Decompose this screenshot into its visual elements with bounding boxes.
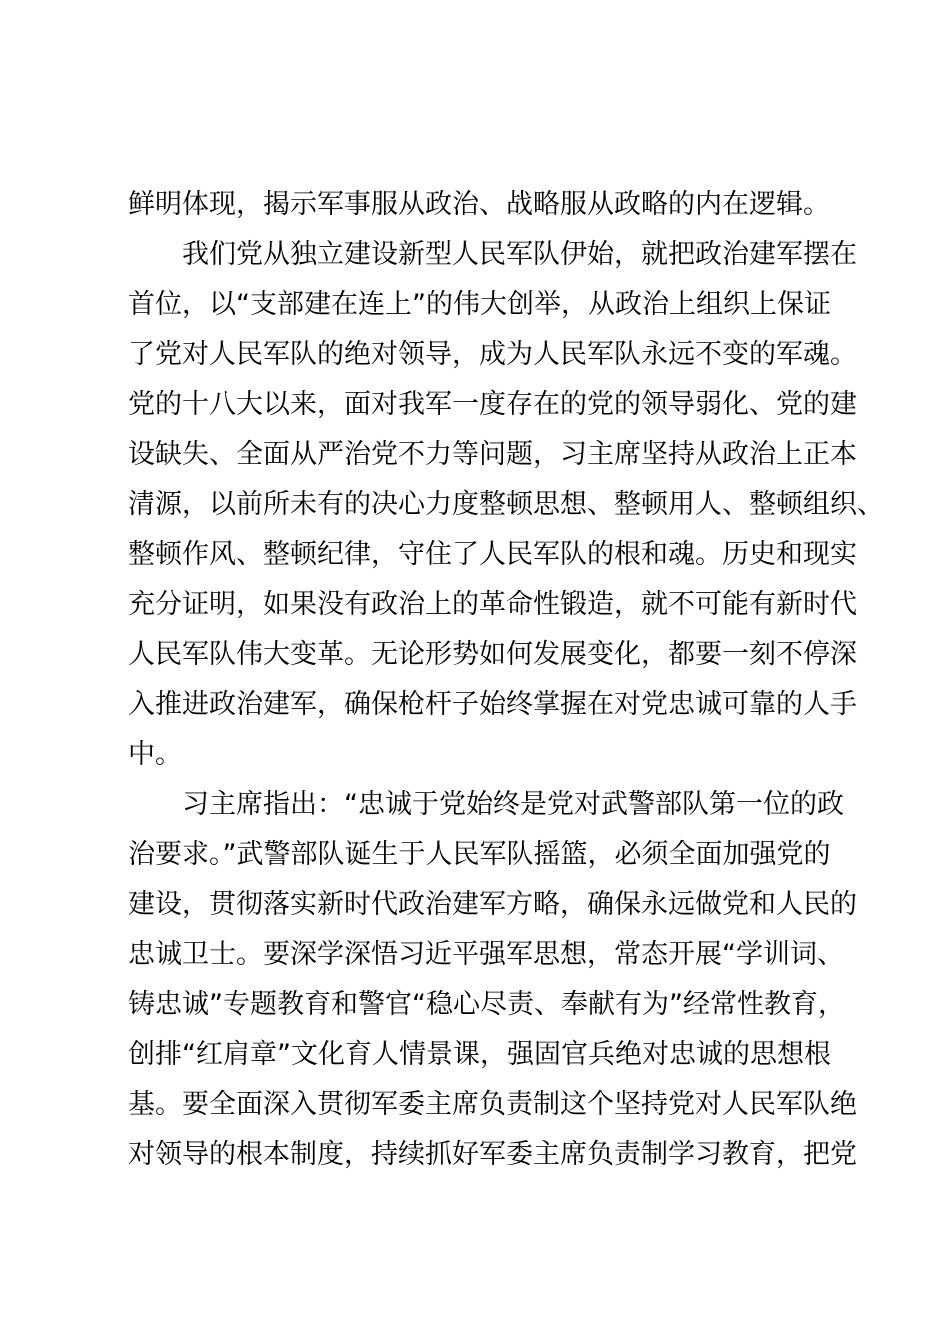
text-line: 建设，贯彻落实新时代政治建军方略，确保永远做党和人民的 bbox=[128, 889, 857, 920]
text-line: 整顿作风、整顿纪律，守住了人民军队的根和魂。历史和现实 bbox=[128, 539, 857, 570]
text-line: 治要求。”武警部队诞生于人民军队摇篮，必须全面加强党的 bbox=[128, 839, 831, 870]
text-line: 对领导的根本制度，持续抓好军委主席负责制学习教育，把党 bbox=[128, 1139, 857, 1170]
text-line: 设缺失、全面从严治党不力等问题，习主席坚持从政治上正本 bbox=[128, 439, 857, 470]
text-line: 入推进政治建军，确保枪杆子始终掌握在对党忠诚可靠的人手 bbox=[128, 689, 857, 720]
text-line: 习主席指出：“忠诚于党始终是党对武警部队第一位的政 bbox=[128, 789, 844, 820]
text-line: 了党对人民军队的绝对领导，成为人民军队永远不变的军魂。 bbox=[128, 339, 857, 370]
text-line: 党的十八大以来，面对我军一度存在的党的领导弱化、党的建 bbox=[128, 389, 857, 420]
text-line: 基。要全面深入贯彻军委主席负责制这个坚持党对人民军队绝 bbox=[128, 1089, 857, 1120]
text-line: 我们党从独立建设新型人民军队伊始，就把政治建军摆在 bbox=[128, 239, 857, 270]
text-line: 铸忠诚”专题教育和警官“稳心尽责、奉献有为”经常性教育， bbox=[128, 989, 845, 1020]
text-line: 首位，以“支部建在连上”的伟大创举，从政治上组织上保证 bbox=[128, 289, 831, 320]
text-line: 创排“红肩章”文化育人情景课，强固官兵绝对忠诚的思想根 bbox=[128, 1039, 831, 1070]
text-line: 充分证明，如果没有政治上的革命性锻造，就不可能有新时代 bbox=[128, 589, 857, 620]
text-line: 忠诚卫士。要深学深悟习近平强军思想，常态开展“学训词、 bbox=[128, 939, 844, 970]
text-line: 鲜明体现，揭示军事服从政治、战略服从政略的内在逻辑。 bbox=[128, 189, 830, 220]
text-line: 人民军队伟大变革。无论形势如何发展变化，都要一刻不停深 bbox=[128, 639, 857, 670]
body-text bbox=[128, 180, 888, 1180]
text-line: 清源，以前所未有的决心力度整顿思想、整顿用人、整顿组织、 bbox=[128, 489, 884, 520]
text-line: 中。 bbox=[128, 739, 182, 770]
